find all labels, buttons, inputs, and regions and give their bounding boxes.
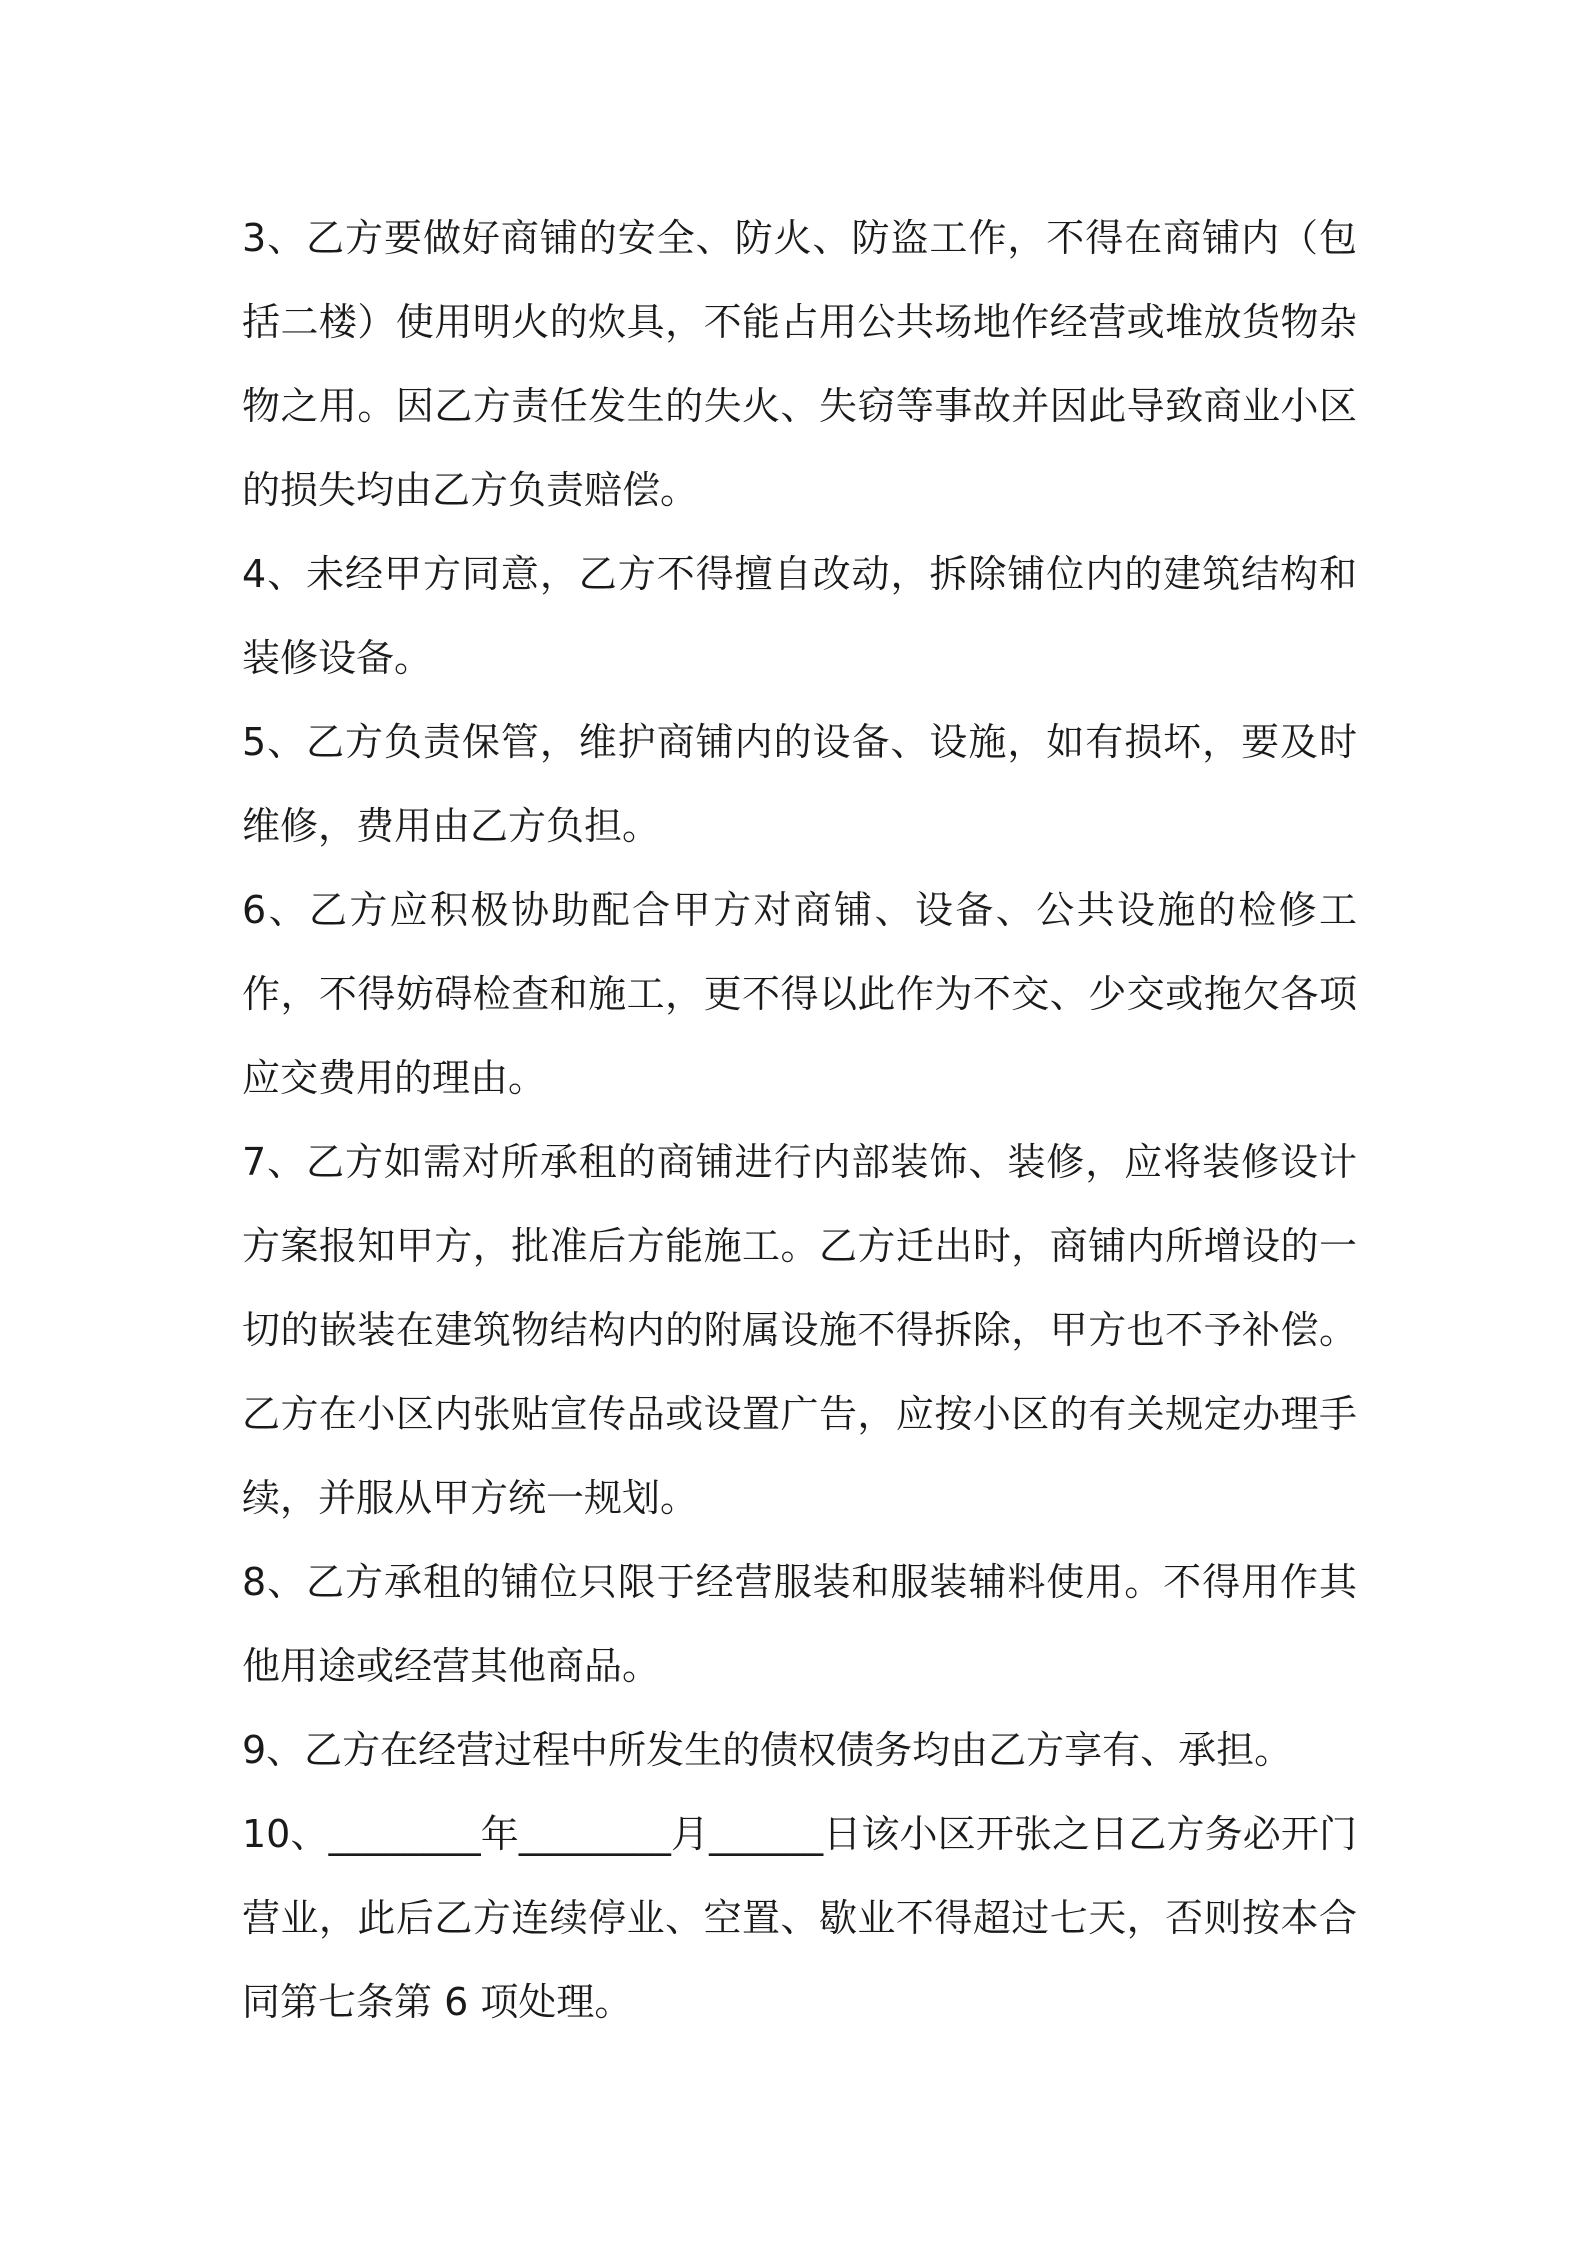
clause-5: 5、乙方负责保管，维护商铺内的设备、设施，如有损坏，要及时维修，费用由乙方负担。: [242, 720, 1357, 848]
clause-9: 9、乙方在经营过程中所发生的债权债务均由乙方享有、承担。: [242, 1728, 1293, 1772]
clause-7: 7、乙方如需对所承租的商铺进行内部装饰、装修，应将装修设计方案报知甲方，批准后方能施工。乙方迁出时，商铺内所增设的一切的嵌装在建筑物结构内的附属设施不得拆除，甲方也不予补偿。乙方在小区内张贴宣传品或设置广告，应按小区的有关规定办理手续，并服从甲方统一规划。: [242, 1140, 1357, 1520]
clause-3: 3、乙方要做好商铺的安全、防火、防盗工作，不得在商铺内（包括二楼）使用明火的炊具，不能占用公共场地作经营或堆放货物杂物之用。因乙方责任发生的失火、失窃等事故并因此导致商业小区的损失均由乙方负责赔偿。: [242, 216, 1357, 512]
contract-text-body: [242, 196, 1357, 2044]
clause-8: 8、乙方承租的铺位只限于经营服装和服装辅料使用。不得用作其他用途或经营其他商品。: [242, 1560, 1357, 1688]
clause-10: 10、________年________月______日该小区开张之日乙方务必开门营业，此后乙方连续停业、空置、歇业不得超过七天，否则按本合同第七条第 6 项处理。: [242, 1812, 1357, 2024]
clause-6: 6、乙方应积极协助配合甲方对商铺、设备、公共设施的检修工作，不得妨碍检查和施工，更不得以此作为不交、少交或拖欠各项应交费用的理由。: [242, 888, 1357, 1100]
clause-4: 4、未经甲方同意，乙方不得擅自改动，拆除铺位内的建筑结构和装修设备。: [242, 552, 1357, 680]
